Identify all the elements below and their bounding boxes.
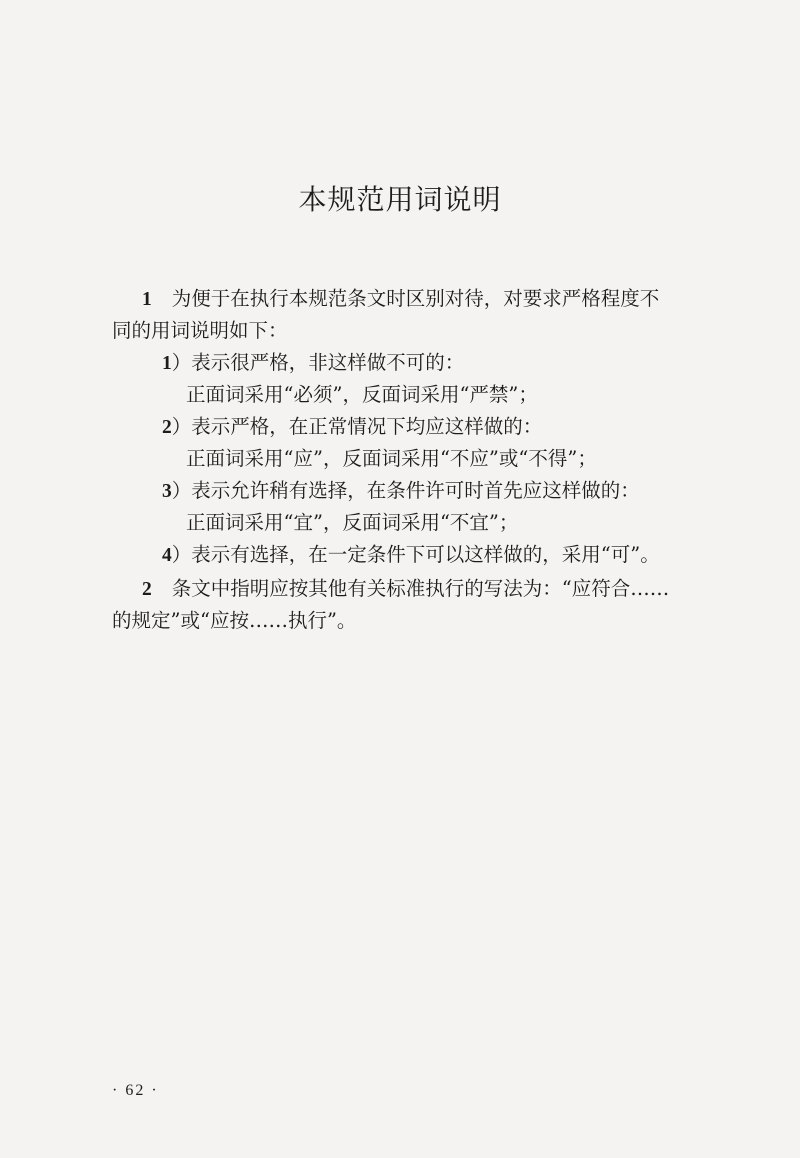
item-4-text: ）表示有选择，在一定条件下可以这样做的，采用“可”。	[171, 543, 660, 566]
item-3-number: 3	[162, 481, 172, 502]
item-2-sub: 正面词采用“应”，反面词采用“不应”或“不得”；	[186, 447, 597, 470]
paragraph-1-line-1	[142, 284, 659, 315]
item-2-text: ）表示严格，在正常情况下均应这样做的：	[171, 415, 543, 438]
paragraph-2-line-1	[142, 574, 669, 605]
item-3-sub: 正面词采用“宜”，反面词采用“不宜”；	[186, 511, 519, 534]
item-4	[162, 540, 660, 571]
paragraph-1-line-2: 同的用词说明如下：	[112, 319, 288, 342]
page-number: · 62 ·	[112, 1082, 159, 1099]
paragraph-2-number: 2	[142, 579, 152, 600]
item-2	[162, 412, 542, 443]
item-2-number: 2	[162, 417, 172, 438]
paragraph-1-number: 1	[142, 289, 152, 310]
paragraph-2-line-2: 的规定”或“应按……执行”。	[112, 609, 357, 632]
item-3	[162, 476, 640, 507]
item-1	[162, 348, 464, 379]
item-3-text: ）表示允许稍有选择，在条件许可时首先应这样做的：	[171, 479, 640, 502]
paragraph-1-text: 为便于在执行本规范条文时区别对待，对要求严格程度不	[171, 287, 660, 310]
item-1-sub: 正面词采用“必须”，反面词采用“严禁”；	[186, 383, 538, 406]
item-1-number: 1	[162, 353, 172, 374]
item-1-text: ）表示很严格，非这样做不可的：	[171, 351, 465, 374]
paragraph-2-text: 条文中指明应按其他有关标准执行的写法为：“应符合……	[171, 577, 670, 600]
page-title: 本规范用词说明	[298, 183, 502, 216]
item-4-number: 4	[162, 545, 172, 566]
